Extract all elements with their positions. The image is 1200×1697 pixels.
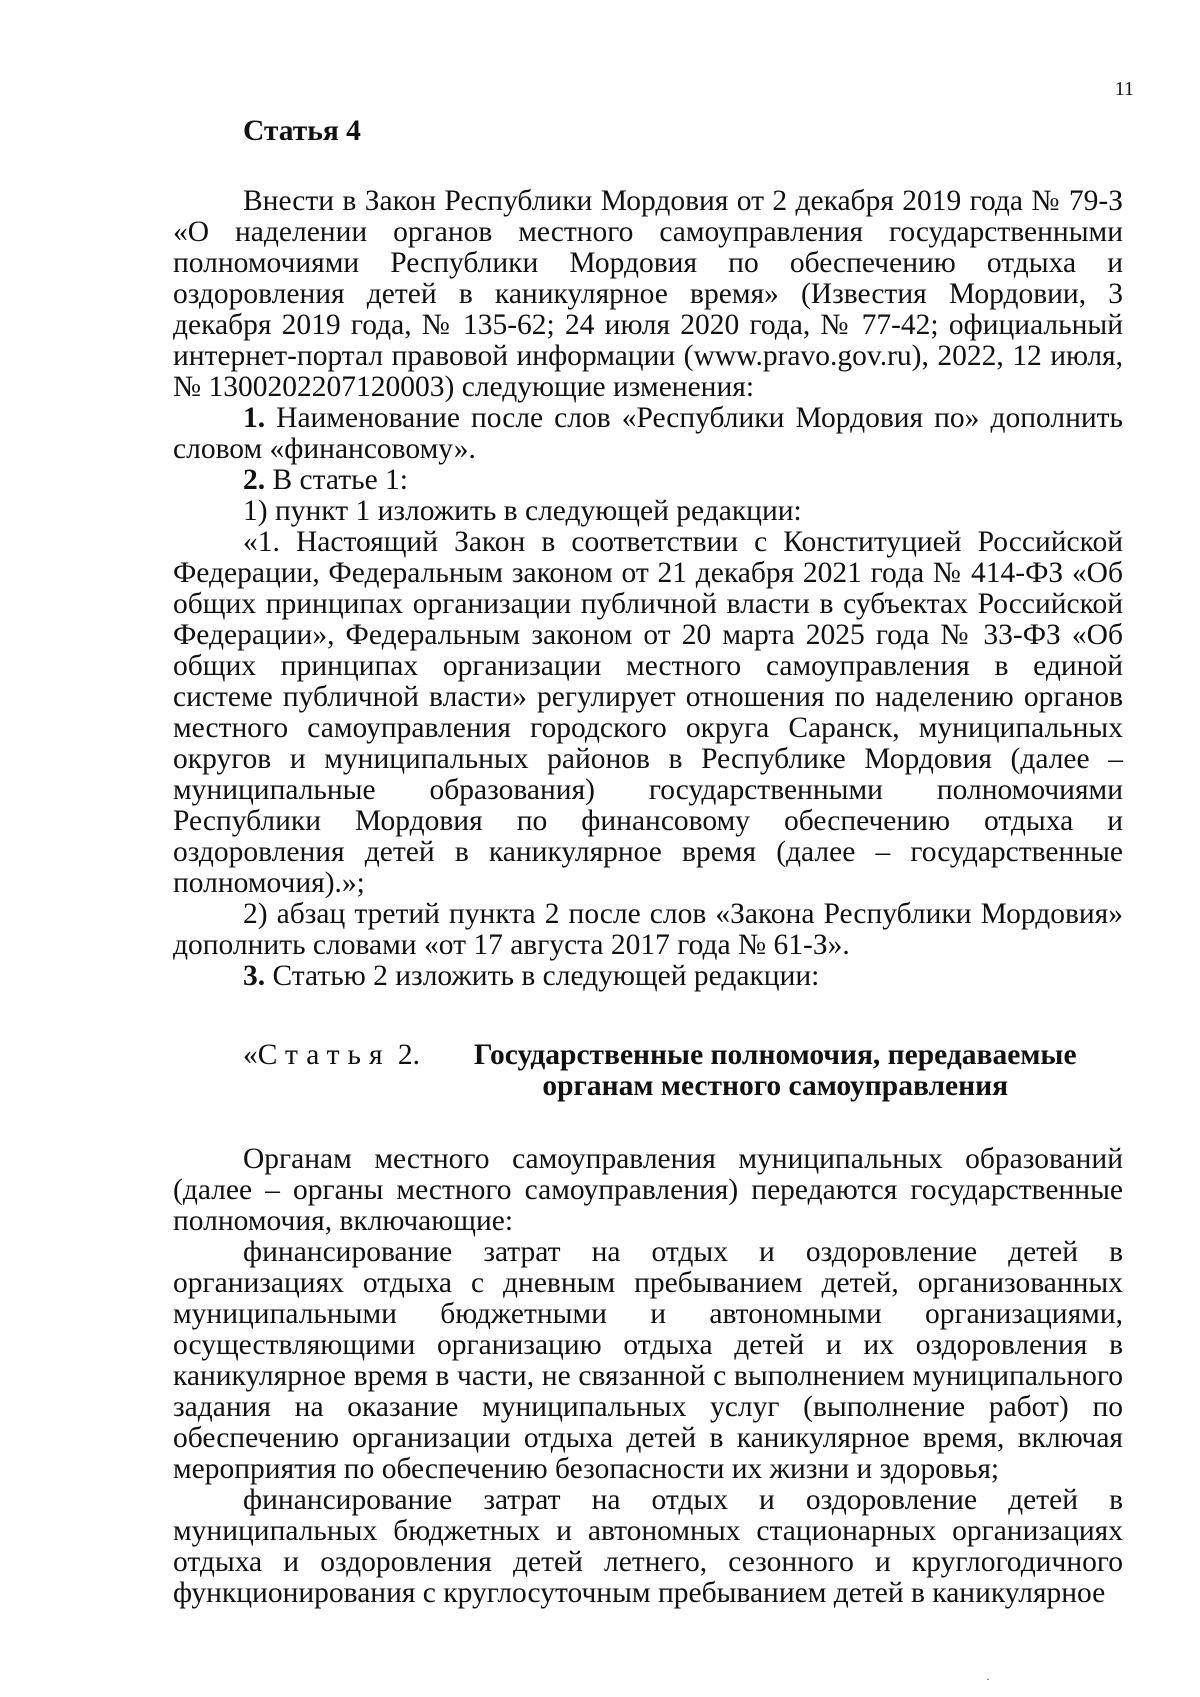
- document-body: [173, 116, 1123, 1609]
- intro-paragraph: Внести в Закон Республики Мордовия от 2 декабря 2019 года № 79-З «О наделении органов местного самоуправления государственными полномочиями Республики Мордовия по обеспечению отдыха и оздоровления детей в каникулярное время» (Известия Мордовии, 3 декабря 2019 года, № 135-62; 24 июля 2020 года, № 77-42; официальный интернет-портал правовой информации (www.pravo.gov.ru), 2022, 12 июля, № 1300202207120003) следующие изменения:: [173, 185, 1123, 403]
- quoted-clause: «1. Настоящий Закон в соответствии с Конституцией Российской Федерации, Федеральным законом от 21 декабря 2021 года № 414-ФЗ «Об общих принципах организации публичной власти в субъектах Российской Федерации», Федеральным законом от 20 марта 2025 года № 33-ФЗ «Об общих принципах организации местного самоуправления в единой системе публичной власти» регулирует отношения по наделению органов местного самоуправления городского округа Саранск, муниципальных округов и муниципальных районов в Республике Мордовия (далее – муниципальные образования) государственными полномочиями Республики Мордовия по финансовому обеспечению отдыха и оздоровления детей в каникулярное время (далее – государственные полномочия).»;: [173, 526, 1123, 899]
- article-2-heading: [243, 1040, 1123, 1102]
- article-2-title: Государственные полномочия, передаваемые органам местного самоуправления: [473, 1039, 1077, 1102]
- amendment-1: [173, 403, 1123, 465]
- article-number: 2.: [390, 1039, 428, 1071]
- amendment-number: 3.: [243, 960, 266, 992]
- quote-mark: «: [243, 1039, 258, 1071]
- sub-item-1: 1) пункт 1 изложить в следующей редакции:: [243, 495, 802, 527]
- sub-item-2: 2) абзац третий пункта 2 после слов «Закона Республики Мордовия» дополнить словами «от 17 августа 2017 года № 61-З».: [173, 898, 1123, 961]
- article-heading: Статья 4: [243, 115, 361, 147]
- body-paragraph: финансирование затрат на отдых и оздоровление детей в муниципальных бюджетных и автономных стационарных организациях отдыха и оздоровления детей летнего, сезонного и круглогодичного функционирования с круглосуточным пребыванием детей в каникулярное: [173, 1484, 1123, 1609]
- body-paragraph: Органам местного самоуправления муниципальных образований (далее – органы местного самоуправления) передаются государственные полномочия, включающие:: [173, 1143, 1123, 1237]
- amendment-text: Наименование после слов «Республики Мордовия по» дополнить словом «финансовому».: [173, 402, 1123, 465]
- amendment-2: [173, 465, 1123, 496]
- amendment-number: 2.: [243, 464, 266, 496]
- amendment-text: Статью 2 изложить в следующей редакции:: [265, 960, 820, 992]
- amendment-3: [173, 961, 1123, 992]
- amendment-text: В статье 1:: [265, 464, 408, 496]
- article-2-label: [243, 1040, 427, 1102]
- article-word: Статья: [257, 1039, 391, 1071]
- body-paragraph: финансирование затрат на отдых и оздоровление детей в организациях отдыха с дневным пребыванием детей, организованных муниципальными бюджетными и автономными организациями, осуществляющими организацию отдыха детей и их оздоровления в каникулярное время в части, не связанной с выполнением муниципального задания на оказание муниципальных услуг (выполнение работ) по обеспечению организации отдыха детей в каникулярное время, включая мероприятия по обеспечению безопасности их жизни и здоровья;: [173, 1236, 1123, 1485]
- amendment-number: 1.: [243, 402, 266, 434]
- scan-speck: ·: [986, 1672, 990, 1686]
- page-number: 11: [1114, 78, 1134, 100]
